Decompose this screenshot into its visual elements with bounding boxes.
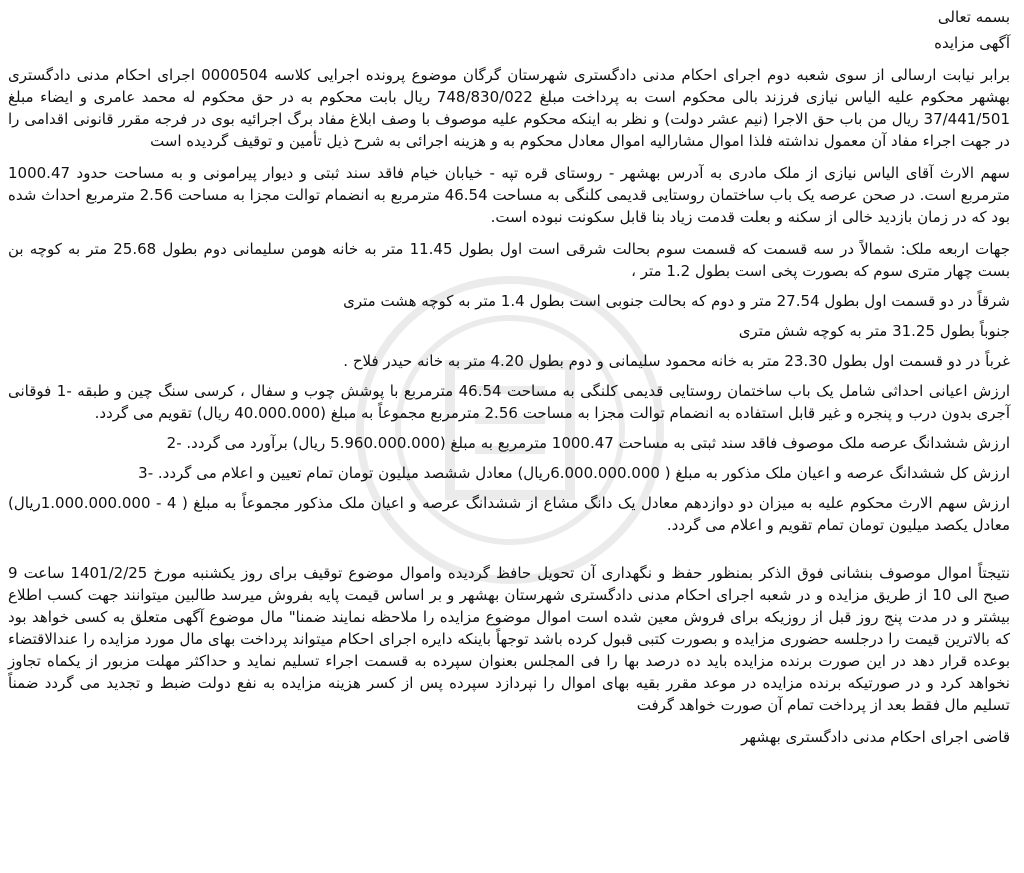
- valuation-item: ارزش ششدانگ عرصه ملک موصوف فاقد سند ثبتی به مساحت 1000.47 مترمربع به مبلغ (5.960.000.000 ریال) برآورد می گردد. -2: [166, 434, 1010, 452]
- boundary-west: غرباً در دو قسمت اول بطول 23.30 متر به خانه محمود سلیمانی و دوم بطول 4.20 متر به خانه حیدر فلاح .: [343, 352, 1010, 370]
- valuation-item: ارزش کل ششدانگ عرصه و اعیان ملک مذکور به مبلغ ( 6.000.000.000ریال) معادل ششصد میلیون تومان تمام تعیین و اعلام می گردد. -3: [138, 464, 1010, 482]
- conclusion-paragraph: نتیجتاً اموال موصوف بنشانی فوق الذکر بمنظور حفظ و نگهداری آن تحویل حافظ گردیده واموال موضوع توقیف برای روز یکشنبه مورخ 1401/2/25 ساعت 9 صبح الی 10 از طریق مزایده و در شعبه اجرای احکام مدنی دادگستری شهرستان بهشهر و بر اساس قیمت پایه بفروش میرسد طالبین میتوانند جهت کسب اطلاع بیشتر و در مدت پنج روز قبل از روزیکه برای فروش معین شده است اموال موضوع مزایده را ملاحظه نمایند ضمنا" مال موضوع آگهی متعلق به کسی خواهد بود که بالاترین قیمت را درجلسه حضوری مزایده و بصورت کتبی قبول کرده باشد توجهاً باینکه دایره اجرای احکام میتواند پرداخت بهای مال مورد مزایده را عندالاقتضاء بوعده قرار دهد در این صورت برنده مزایده باید ده درصد بها را فی المجلس بعنوان سپرده به قسمت اجراء تسلیم نماید و حداکثر مهلت مزبور از یکماه تجاوز نخواهد کرد و در صورتیکه برنده مزایده در موعد مقرر بقیه بهای اموال را نپردازد سپرده پس از کسر هزینه مزایده به نفع دولت ضبط و تجدید می گردد ضمناً تسلیم مال فقط بعد از پرداخت تمام آن صورت خواهد گرفت: [8, 564, 1010, 714]
- valuation-item: ارزش سهم الارث محکوم علیه به میزان دو دوازدهم معادل یک دانگ مشاع از ششدانگ عرصه و اعیان ملک مذکور مجموعاً به مبلغ ( 4 - 1.000.000.000ریال) معادل یکصد میلیون تومان تمام تقویم و اعلام می گردد.: [8, 494, 1010, 534]
- valuation-item: ارزش اعیانی احداثی شامل یک باب ساختمان روستایی قدیمی کلنگی به مساحت 46.54 مترمربع با پوشش چوب و سفال ، کرسی سنگ چین و طبقه -1 فوقانی آجری بدون درب و پنجره و غیر قابل استفاده به انضمام توالت مجزا به مساحت 2.56 مترمربع مجموعاً به مبلغ (40.000.000 ریال) تقویم می گردد.: [8, 382, 1011, 422]
- boundary-south: جنوباً بطول 31.25 متر به کوچه شش متری: [738, 322, 1010, 340]
- boundary-east: شرقاً در دو قسمت اول بطول 27.54 متر و دوم که بحالت جنوبی است بطول 1.4 متر به کوچه هشت متری: [343, 292, 1010, 310]
- document-title: آگهی مزایده: [934, 34, 1010, 52]
- basmala-heading: بسمه تعالی: [937, 8, 1010, 26]
- signature-line: قاضی اجرای احکام مدنی دادگستری بهشهر: [741, 728, 1010, 746]
- property-description: سهم الارث آقای الیاس نیازی از ملک مادری به آدرس بهشهر - روستای قره تپه - خیابان خیام فاقد سند ثبتی و دیوار پیرامونی و به مساحت حدود 1000.47 مترمربع است. در صحن عرصه یک باب ساختمان روستایی قدیمی کلنگی به مساحت 46.54 مترمربع به انضمام توالت مجزا به مساحت 2.56 مترمربع احداث شده بود که در زمان بازدید خالی از سکنه و بعلت قدمت زیاد بنا قابل سکونت نبوده است.: [8, 164, 1010, 226]
- intro-paragraph: برابر نیابت ارسالی از سوی شعبه دوم اجرای احکام مدنی دادگستری شهرستان گرگان موضوع پرونده اجرایی کلاسه 0000504 اجرای احکام مدنی دادگستری بهشهر محکوم علیه الیاس نیازی فرزند بالی محکوم است به پرداخت مبلغ 748/830/022 ریال بابت محکوم به در حق محکوم له محمد عامری و ایضاء مبلغ 37/441/501 ریال من باب حق الاجرا (نیم عشر دولت) و نظر به اینکه محکوم علیه موصوف با وصف ابلاغ مفاد برگ اجرائیه بوی در فرجه مقرر قانونی اقدامی را در جهت اجراء مفاد آن معمول نداشته فلذا اموال مشارالیه اموال معادل محکوم به و هزینه اجرائی به شرح ذیل تأمین و توقیف گردیده است: [8, 66, 1010, 150]
- document-content: [8, 6, 1010, 748]
- boundary-north: جهات اربعه ملک: شمالاً در سه قسمت که قسمت سوم بحالت شرقی است اول بطول 11.45 متر به خانه هومن سلیمانی دوم بطول 25.68 متر به کوچه بن بست چهار متری سوم که بصورت پخی است بطول 1.2 متر ،: [8, 240, 1010, 280]
